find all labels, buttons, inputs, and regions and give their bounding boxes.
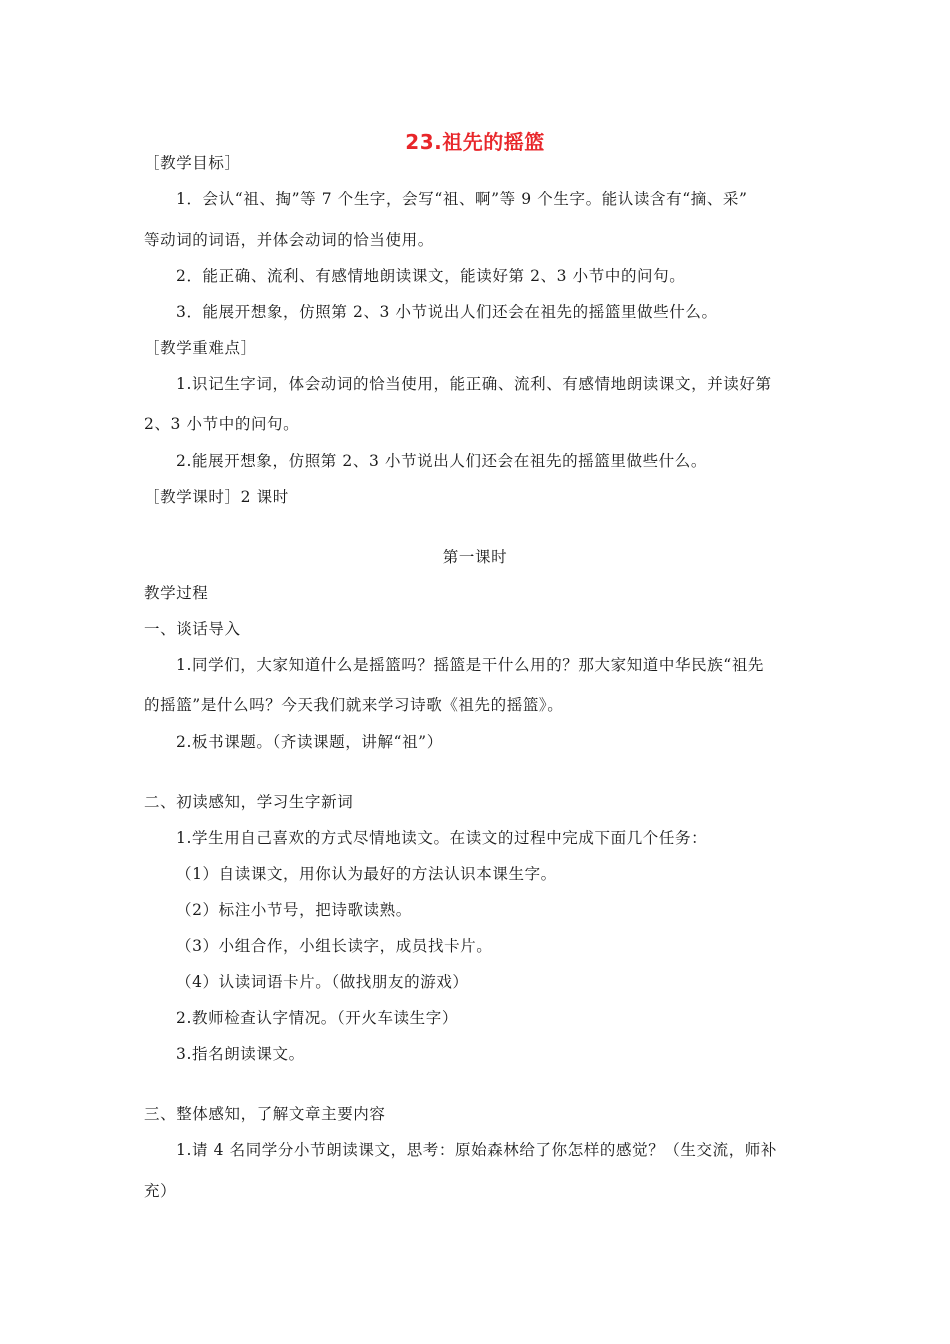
document-title: 23.祖先的摇篮: [405, 130, 545, 154]
lesson-heading: 第一课时: [442, 548, 508, 566]
section-heading: 二、初读感知，学习生字新词: [144, 793, 354, 811]
paragraph-line: 1.同学们，大家知道什么是摇篮吗？摇篮是干什么用的？那大家知道中华民族“祖先: [176, 656, 765, 674]
paragraph-line: 1.学生用自己喜欢的方式尽情地读文。在读文的过程中完成下面几个任务：: [176, 829, 708, 847]
list-item: （2）标注小节号，把诗歌读熟。: [176, 901, 412, 919]
section-heading: 三、整体感知，了解文章主要内容: [144, 1105, 386, 1123]
paragraph-line: 2．能正确、流利、有感情地朗读课文，能读好第 2、3 小节中的问句。: [176, 267, 686, 285]
paragraph-line: 的摇篮”是什么吗？今天我们就来学习诗歌《祖先的摇篮》。: [144, 696, 564, 714]
list-item: （3）小组合作，小组长读字，成员找卡片。: [176, 937, 493, 955]
paragraph-line: 3．能展开想象，仿照第 2、3 小节说出人们还会在祖先的摇篮里做些什么。: [176, 303, 718, 321]
list-item: （4）认读词语卡片。（做找朋友的游戏）: [176, 973, 469, 991]
list-item: （1）自读课文，用你认为最好的方法认识本课生字。: [176, 865, 557, 883]
section-heading-key-points: ［教学重难点］: [144, 339, 257, 357]
section-heading-objectives: ［教学目标］: [144, 154, 241, 172]
paragraph-line: 2.教师检查认字情况。（开火车读生字）: [176, 1009, 458, 1027]
section-heading: 一、谈话导入: [144, 620, 241, 638]
paragraph-line: 2.板书课题。（齐读课题，讲解“祖”）: [176, 733, 443, 751]
paragraph-line: 1.请 4 名同学分小节朗读课文，思考：原始森林给了你怎样的感觉？（生交流，师补: [176, 1141, 778, 1159]
paragraph-line: 3.指名朗读课文。: [176, 1045, 305, 1063]
paragraph-line: 等动词的词语，并体会动词的恰当使用。: [144, 231, 434, 249]
paragraph-line: 充）: [144, 1182, 177, 1200]
section-heading-lessons: ［教学课时］2 课时: [144, 488, 289, 506]
paragraph-line: 1.识记生字词，体会动词的恰当使用，能正确、流利、有感情地朗读课文，并读好第: [176, 375, 772, 393]
paragraph-line: 2.能展开想象，仿照第 2、3 小节说出人们还会在祖先的摇篮里做些什么。: [176, 452, 707, 470]
paragraph-line: 1．会认“祖、掏”等 7 个生字，会写“祖、啊”等 9 个生字。能认读含有“摘、采”: [176, 190, 748, 208]
paragraph-line: 2、3 小节中的问句。: [144, 415, 300, 433]
section-heading-process: 教学过程: [144, 584, 209, 602]
